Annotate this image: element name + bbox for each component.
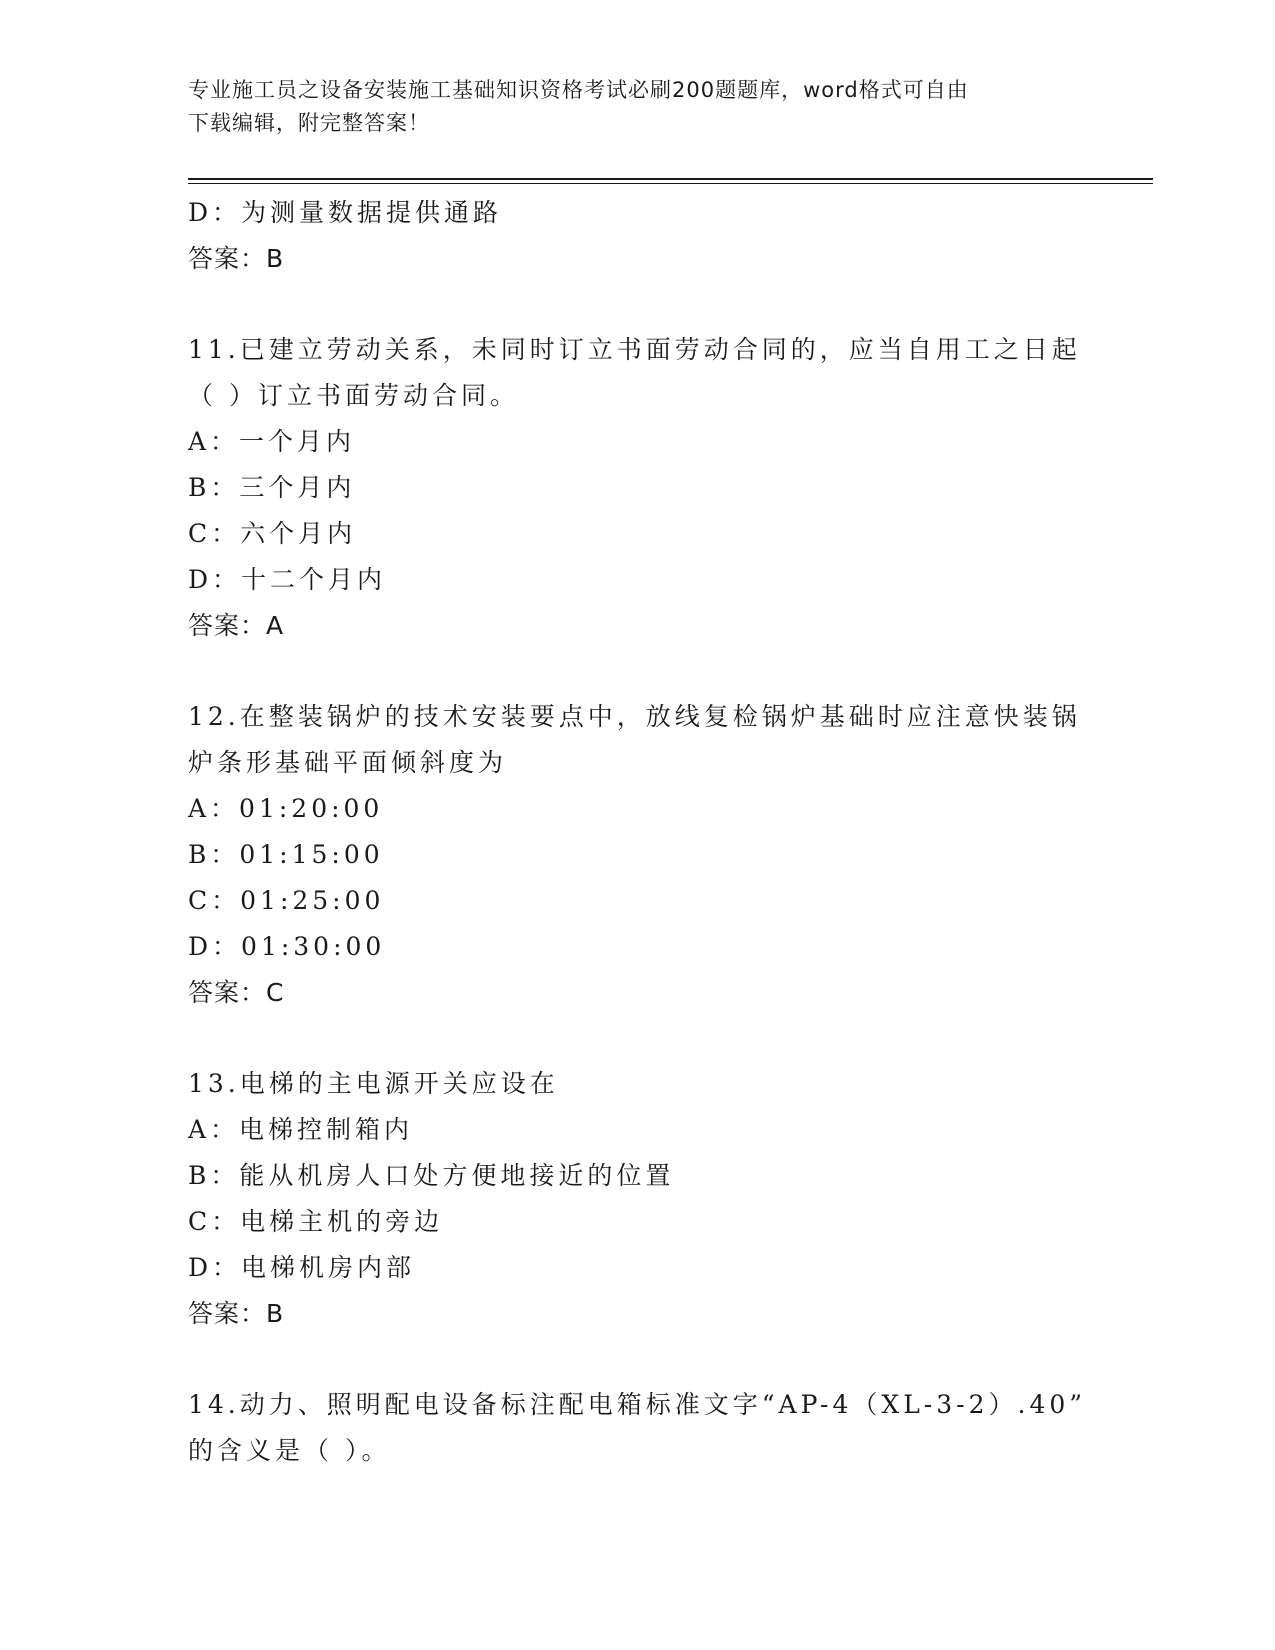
spacer	[188, 1016, 1078, 1061]
question-11-option-b: B：三个月内	[188, 473, 356, 502]
question-11-option-a: A：一个月内	[188, 427, 356, 456]
spacer	[188, 1337, 1078, 1382]
question-12-answer: 答案：C	[188, 978, 285, 1007]
question-11-stem-line-1: 11.已建立劳动关系，未同时订立书面劳动合同的，应当自用工之日起	[188, 335, 1081, 364]
header-line-1: 专业施工员之设备安装施工基础知识资格考试必刷200题题库，word格式可自由	[188, 78, 969, 102]
question-12-stem-line-1: 12.在整装锅炉的技术安装要点中，放线复检锅炉基础时应注意快装锅	[188, 702, 1081, 731]
question-14-stem-line-1: 14.动力、照明配电设备标注配电箱标准文字“AP-4（XL-3-2）.40”	[188, 1390, 1087, 1419]
question-12-option-c: C：01:25:00	[188, 886, 385, 915]
question-13-option-d: D：电梯机房内部	[188, 1253, 416, 1282]
question-12-option-d: D：01:30:00	[188, 932, 386, 961]
question-13-option-a: A：电梯控制箱内	[188, 1115, 414, 1144]
question-list	[188, 190, 1087, 1474]
spacer	[188, 649, 1078, 694]
question-13	[188, 1061, 1078, 1337]
question-10-option-d: D：为测量数据提供通路	[188, 198, 503, 227]
question-13-option-b: B：能从机房人口处方便地接近的位置	[188, 1161, 675, 1190]
question-12-stem-line-2: 炉条形基础平面倾斜度为	[188, 748, 508, 777]
header-line-2: 下载编辑，附完整答案！	[188, 111, 430, 135]
question-14-stem-line-2: 的含义是（ ）。	[188, 1436, 391, 1465]
question-13-option-c: C：电梯主机的旁边	[188, 1207, 444, 1236]
question-12	[188, 694, 1081, 1016]
question-10-answer: 答案：B	[188, 244, 285, 273]
header-divider-thick	[188, 178, 1153, 180]
question-11-option-d: D：十二个月内	[188, 565, 387, 594]
question-14	[188, 1382, 1087, 1474]
question-12-option-a: A：01:20:00	[188, 794, 384, 823]
question-11-stem-line-2: （ ）订立书面劳动合同。	[188, 381, 519, 410]
question-10-tail	[188, 190, 1078, 282]
question-12-option-b: B：01:15:00	[188, 840, 384, 869]
document-header	[188, 74, 1068, 140]
question-13-answer: 答案：B	[188, 1299, 285, 1328]
question-11-option-c: C：六个月内	[188, 519, 357, 548]
question-11	[188, 327, 1081, 649]
question-11-answer: 答案：A	[188, 611, 285, 640]
header-divider-thin	[188, 183, 1153, 184]
spacer	[188, 282, 1078, 327]
question-13-stem-line-1: 13.电梯的主电源开关应设在	[188, 1069, 559, 1098]
